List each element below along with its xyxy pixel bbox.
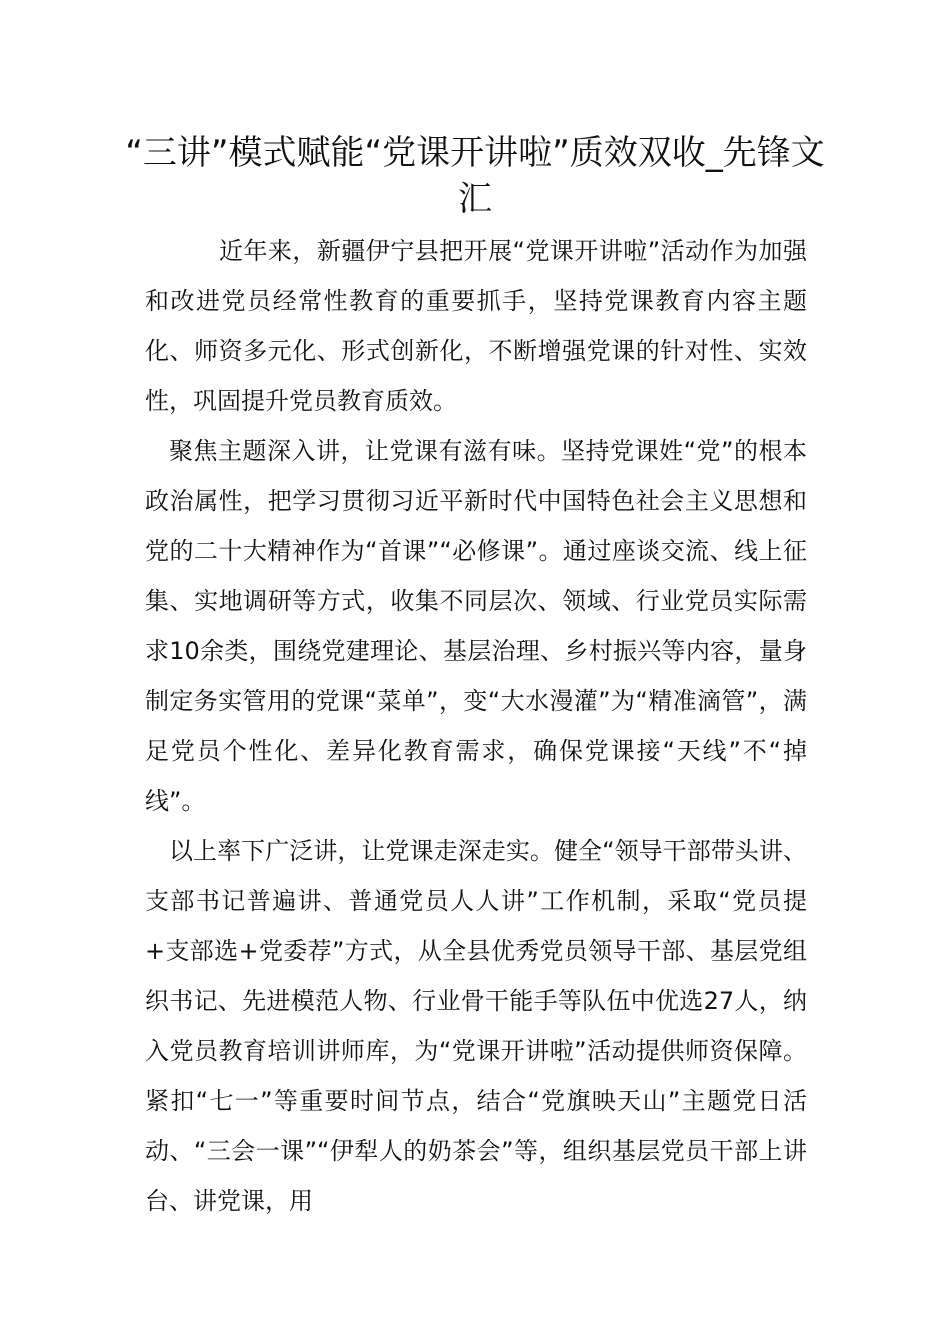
- paragraph-focus-theme: 聚焦主题深入讲，让党课有滋有味。坚持党课姓“党”的根本政治属性，把学习贯彻习近平新时代中国特色社会主义思想和党的二十大精神作为“首课”“必修课”。通过座谈交流、线上征集、实地调研等方式，收集不同层次、领域、行业党员实际需求10余类，围绕党建理论、基层治理、乡村振兴等内容，量身制定务实管用的党课“菜单”，变“大水漫灌”为“精准滴管”，满足党员个性化、差异化教育需求，确保党课接“天线”不“掉线”。: [145, 437, 807, 815]
- document-title: “三讲”模式赋能“党课开讲啦”质效双收_先锋文汇: [125, 133, 825, 219]
- paragraph-intro: 近年来，新疆伊宁县把开展“党课开讲啦”活动作为加强和改进党员经常性教育的重要抓手，坚持党课教育内容主题化、师资多元化、形式创新化，不断增强党课的针对性、实效性，巩固提升党员教育质效。: [145, 237, 807, 415]
- paragraph-lead-by-example: 以上率下广泛讲，让党课走深走实。健全“领导干部带头讲、支部书记普遍讲、普通党员人人讲”工作机制，采取“党员提+支部选+党委荐”方式，从全县优秀党员领导干部、基层党组织书记、先进模范人物、行业骨干能手等队伍中优选27人，纳入党员教育培训讲师库，为“党课开讲啦”活动提供师资保障。紧扣“七一”等重要时间节点，结合“党旗映天山”主题党日活动、“三会一课”“伊犁人的奶茶会”等，组织基层党员干部上讲台、讲党课，用: [145, 837, 807, 1215]
- document-body: [145, 226, 807, 1226]
